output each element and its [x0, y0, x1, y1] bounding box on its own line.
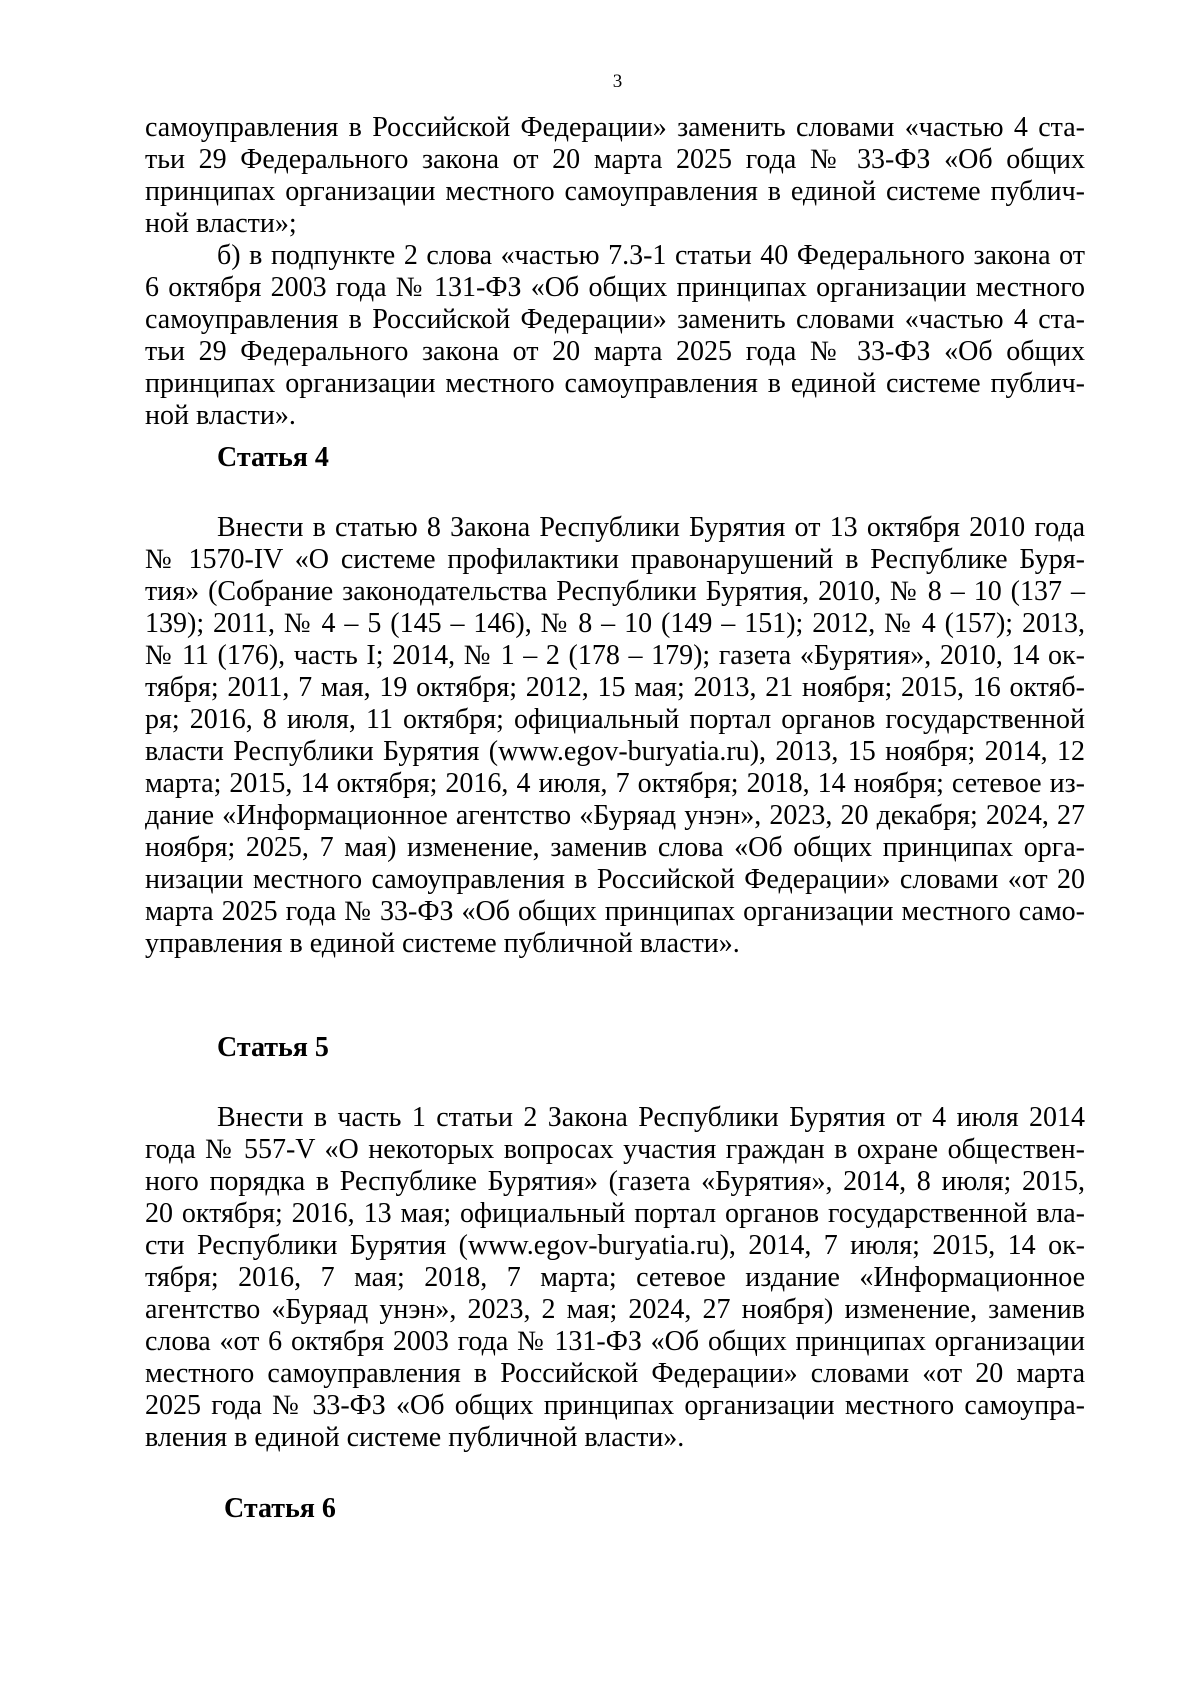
text-line: ной власти»; [145, 208, 297, 239]
text-line: принципах организации местного самоуправления в единой системе публич- [145, 368, 1085, 399]
article-5-body [145, 1102, 1085, 1454]
article-6-heading: Статья 6 [224, 1493, 336, 1524]
text-line: б) в подпункте 2 слова «частью 7.3-1 статьи 40 Федерального закона от [217, 240, 1085, 271]
text-line: ного порядка в Республике Бурятия» (газета «Бурятия», 2014, 8 июля; 2015, [145, 1166, 1085, 1197]
text-line: Внести в статью 8 Закона Республики Бурятия от 13 октября 2010 года [217, 512, 1085, 543]
text-line: тьи 29 Федерального закона от 20 марта 2025 года № 33-ФЗ «Об общих [145, 144, 1085, 175]
text-line: местного самоуправления в Российской Федерации» словами «от 20 марта [145, 1358, 1085, 1389]
article-4-heading: Статья 4 [217, 442, 329, 473]
text-line: тября; 2016, 7 мая; 2018, 7 марта; сетевое издание «Информационное [145, 1262, 1085, 1293]
paragraph-subitem-b [145, 240, 1085, 432]
text-line: дание «Информационное агентство «Буряад унэн», 2023, 20 декабря; 2024, 27 [145, 800, 1085, 831]
text-line: вления в единой системе публичной власти». [145, 1422, 685, 1453]
text-line: 2025 года № 33-ФЗ «Об общих принципах организации местного самоупра- [145, 1390, 1085, 1421]
text-line: Внести в часть 1 статьи 2 Закона Республики Бурятия от 4 июля 2014 [217, 1102, 1085, 1133]
text-line: тия» (Собрание законодательства Республики Бурятия, 2010, № 8 – 10 (137 – [145, 576, 1085, 607]
text-line: № 1570-IV «О системе профилактики правонарушений в Республике Буря- [145, 544, 1085, 575]
text-line: ря; 2016, 8 июля, 11 октября; официальный портал органов государственной [145, 704, 1085, 735]
page-number: 3 [612, 71, 623, 92]
text-line: 20 октября; 2016, 13 мая; официальный портал органов государственной вла- [145, 1198, 1085, 1229]
text-line: сти Республики Бурятия (www.egov-buryatia.ru), 2014, 7 июля; 2015, 14 ок- [145, 1230, 1085, 1261]
text-line: тьи 29 Федерального закона от 20 марта 2025 года № 33-ФЗ «Об общих [145, 336, 1085, 367]
article-4-body [145, 512, 1085, 960]
text-line: тября; 2011, 7 мая, 19 октября; 2012, 15 мая; 2013, 21 ноября; 2015, 16 октяб- [145, 672, 1085, 703]
text-line: марта 2025 года № 33-ФЗ «Об общих принципах организации местного само- [145, 896, 1085, 927]
text-line: № 11 (176), часть I; 2014, № 1 – 2 (178 – 179); газета «Бурятия», 2010, 14 ок- [145, 640, 1085, 671]
text-line: 6 октября 2003 года № 131-ФЗ «Об общих принципах организации местного [145, 272, 1085, 303]
text-line: года № 557-V «О некоторых вопросах участия граждан в охране обществен- [145, 1134, 1085, 1165]
text-line: управления в единой системе публичной власти». [145, 928, 740, 959]
text-line: власти Республики Бурятия (www.egov-buryatia.ru), 2013, 15 ноября; 2014, 12 [145, 736, 1085, 767]
text-line: ноября; 2025, 7 мая) изменение, заменив слова «Об общих принципах орга- [145, 832, 1085, 863]
text-line: принципах организации местного самоуправления в единой системе публич- [145, 176, 1085, 207]
text-line: 139); 2011, № 4 – 5 (145 – 146), № 8 – 10 (149 – 151); 2012, № 4 (157); 2013, [145, 608, 1085, 639]
text-line: слова «от 6 октября 2003 года № 131-ФЗ «Об общих принципах организации [145, 1326, 1085, 1357]
text-line: самоуправления в Российской Федерации» заменить словами «частью 4 ста- [145, 112, 1085, 143]
text-line: самоуправления в Российской Федерации» заменить словами «частью 4 ста- [145, 304, 1085, 335]
text-line: низации местного самоуправления в Российской Федерации» словами «от 20 [145, 864, 1085, 895]
text-line: марта; 2015, 14 октября; 2016, 4 июля, 7 октября; 2018, 14 ноября; сетевое из- [145, 768, 1085, 799]
paragraph-continuation [145, 112, 1085, 240]
article-5-heading: Статья 5 [217, 1032, 329, 1063]
text-line: агентство «Буряад унэн», 2023, 2 мая; 2024, 27 ноября) изменение, заменив [145, 1294, 1085, 1325]
text-line: ной власти». [145, 400, 296, 431]
